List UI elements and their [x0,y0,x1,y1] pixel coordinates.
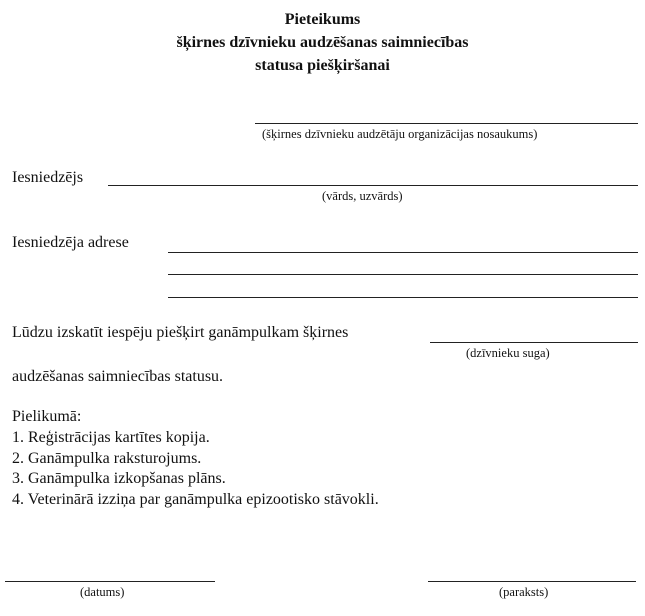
document-title: Pieteikums [284,11,361,28]
attachment-item: 4. Veterinārā izziņa par ganāmpulka epizootisko stāvokli. [12,490,379,508]
date-line[interactable] [5,581,215,582]
applicant-label: Iesniedzējs [12,169,84,186]
address-label: Iesniedzēja adrese [12,234,129,251]
document-subtitle: šķirnes dzīvnieku audzēšanas saimniecības [176,34,469,51]
signature-caption: (paraksts) [499,585,549,599]
attachments-list [12,428,379,510]
species-caption: (dzīvnieku suga) [466,346,550,360]
document-subtitle-continued: statusa piešķiršanai [255,57,390,74]
attachment-item: 3. Ganāmpulka izkopšanas plāns. [12,470,226,487]
request-text: Lūdzu izskatīt iespēju piešķirt ganāmpulkam šķirnes [12,324,349,341]
species-line[interactable] [430,342,638,343]
address-line-3[interactable] [168,297,638,298]
organization-name-caption: (šķirnes dzīvnieku audzētāju organizācijas nosaukums) [262,127,538,141]
attachments-heading: Pielikumā: [12,408,82,425]
address-line-2[interactable] [168,274,638,275]
address-line-1[interactable] [168,252,638,253]
organization-name-line[interactable] [255,123,638,124]
signature-line[interactable] [428,581,636,582]
request-continuation: audzēšanas saimniecības statusu. [12,368,224,385]
applicant-name-line[interactable] [108,185,638,186]
applicant-name-caption: (vārds, uzvārds) [322,189,403,203]
attachment-item: 1. Reģistrācijas kartītes kopija. [12,429,210,446]
date-caption: (datums) [80,585,125,599]
attachment-item: 2. Ganāmpulka raksturojums. [12,449,202,467]
